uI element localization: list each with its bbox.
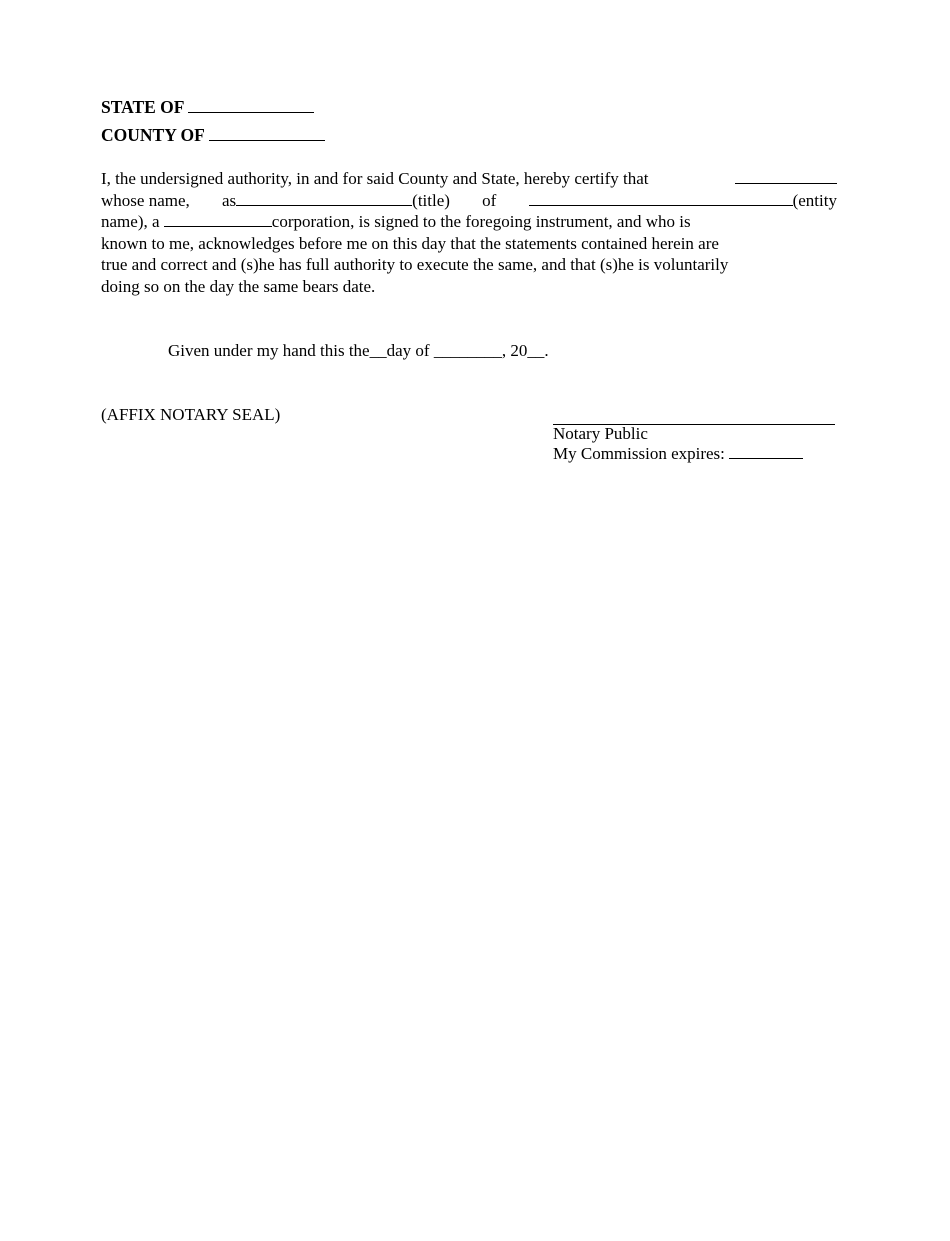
notary-seal-placeholder: (AFFIX NOTARY SEAL) (101, 405, 281, 424)
corporation-type-blank (164, 211, 272, 227)
of-text: of (482, 190, 497, 210)
name-a-text: name), a (101, 212, 160, 231)
commission-expires-line (553, 444, 803, 464)
year-blank: __ (527, 341, 545, 360)
certificate-line-3 (101, 211, 837, 233)
state-blank (188, 96, 314, 113)
certificate-line-2 (101, 190, 837, 212)
county-blank (209, 124, 325, 141)
commission-expires-label: My Commission expires: (553, 444, 725, 463)
given-under-hand-line (168, 340, 549, 361)
corporation-segment (101, 211, 691, 233)
title-blank (236, 190, 412, 206)
certificate-line-1-text: I, the undersigned authority, in and for said County and State, hereby certify that (101, 169, 649, 188)
state-label: STATE OF (101, 97, 185, 117)
month-blank: ________ (433, 341, 502, 360)
year-prefix: , 20 (501, 341, 528, 360)
notary-public-label: Notary Public (553, 424, 648, 443)
as-text: as (222, 190, 237, 210)
certificate-line-4: known to me, acknowledges before me on this day that the statements contained herein are (101, 233, 719, 253)
notary-block (553, 424, 803, 464)
certificate-line-6: doing so on the day the same bears date. (101, 276, 376, 296)
day-blank: __ (369, 341, 387, 360)
day-of-text: day of (386, 341, 430, 360)
county-heading (101, 124, 325, 146)
certificate-line-5: true and correct and (s)he has full authority to execute the same, and that (s)he is voluntarily (101, 255, 729, 274)
entity-segment (529, 190, 837, 212)
signer-name-blank (735, 168, 837, 184)
entity-text: (entity (792, 190, 837, 210)
whose-name-text: whose name, (101, 190, 190, 210)
entity-name-blank (529, 190, 793, 206)
county-label: COUNTY OF (101, 125, 205, 145)
title-text: (title) (412, 190, 450, 210)
commission-expires-blank (729, 444, 803, 459)
as-segment (222, 190, 450, 212)
certificate-line-1 (101, 168, 837, 190)
given-end: . (544, 341, 549, 360)
certificate-paragraph (101, 168, 837, 297)
state-heading (101, 96, 314, 118)
corporation-text: corporation, is signed to the foregoing instrument, and who is (271, 212, 691, 231)
given-prefix: Given under my hand this the (168, 341, 370, 360)
